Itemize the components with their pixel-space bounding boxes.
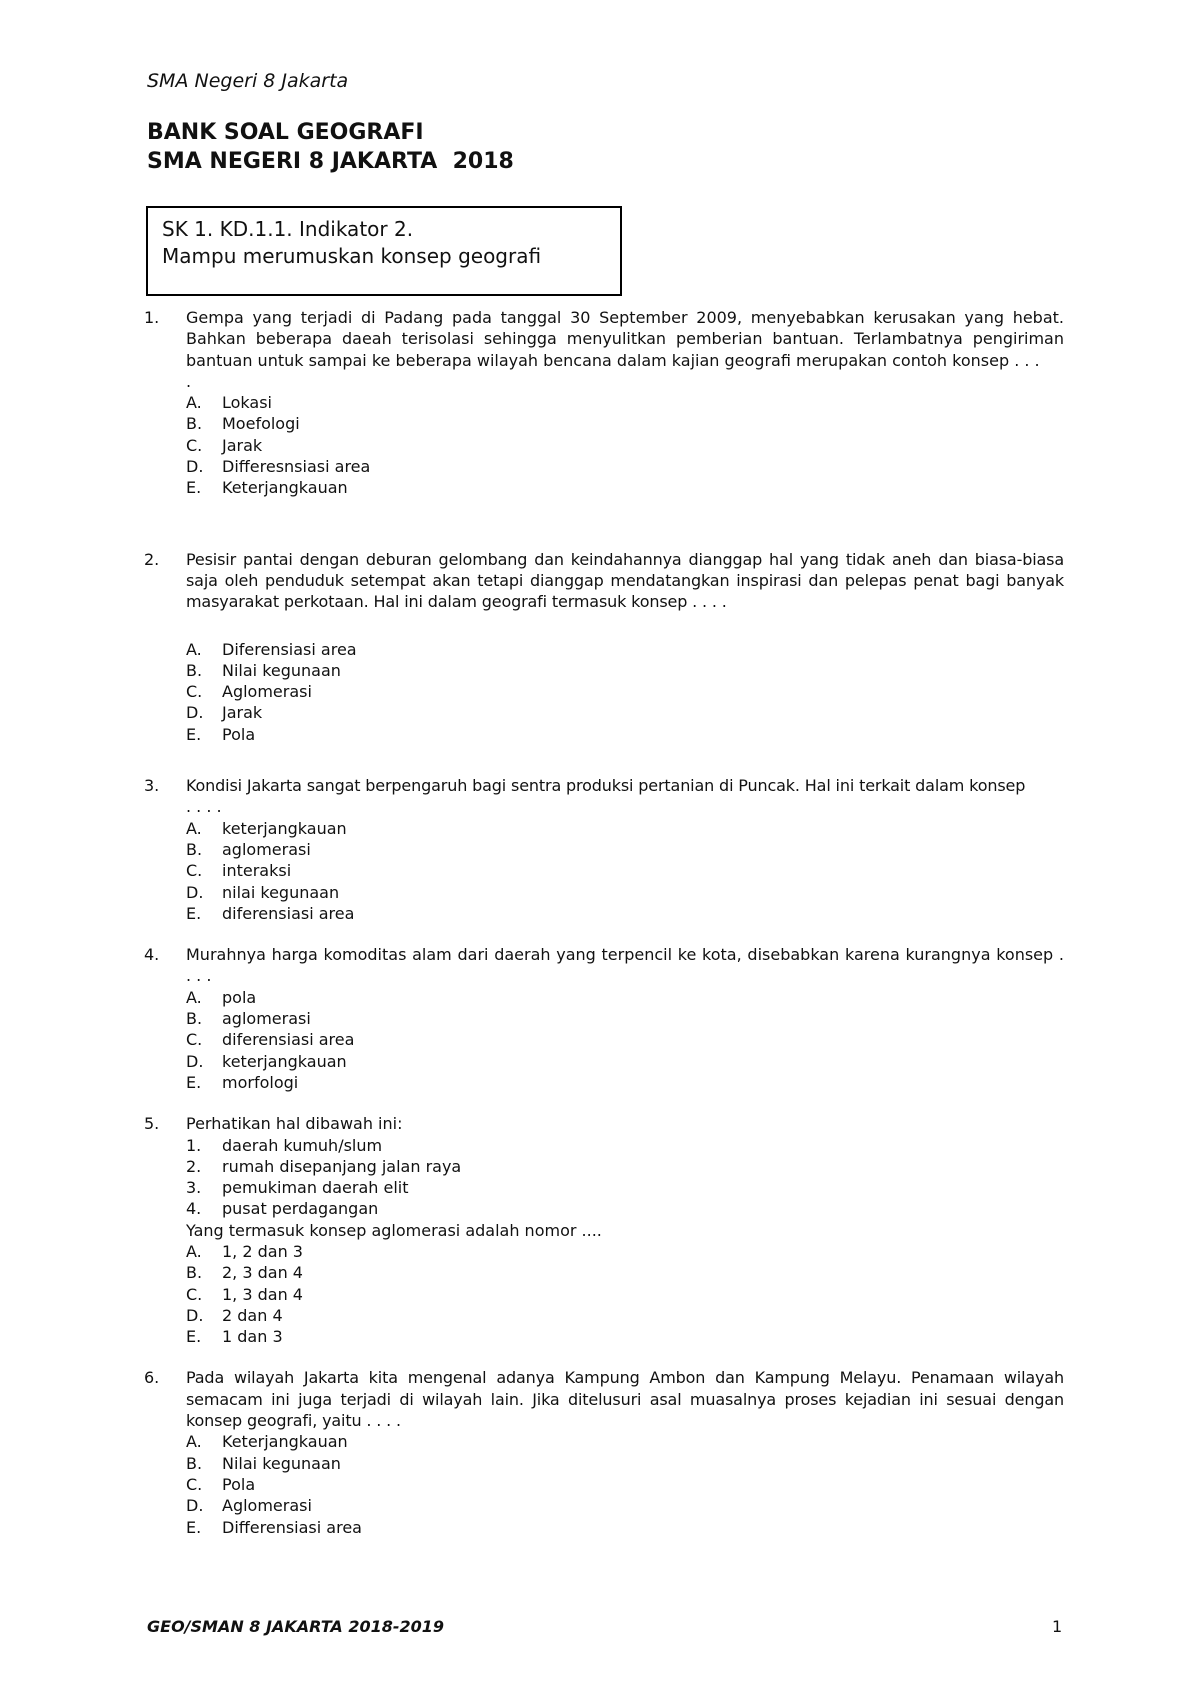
running-footer: GEO/SMAN 8 JAKARTA 2018-2019 [147,1617,445,1636]
question-text-continuation: . . . . [186,797,222,817]
option-a [186,1431,1064,1452]
option-label: C. [186,1284,203,1304]
competency-box [146,206,622,296]
option-label: B. [186,414,203,434]
option-text: Nilai kegunaan [222,660,341,680]
question-list [144,307,1064,1538]
competency-code: SK 1. KD.1.1. Indikator 2. [162,217,414,241]
option-text: nilai kegunaan [222,882,340,902]
statement-2 [186,1156,1064,1177]
option-c [186,1029,1064,1050]
statement-text: daerah kumuh/slum [222,1135,383,1155]
statement-1 [186,1135,1064,1156]
option-text: keterjangkauan [222,1051,347,1071]
option-a [186,639,1064,660]
option-label: D. [186,1305,204,1325]
option-label: D. [186,1496,204,1516]
option-b [186,839,1064,860]
option-label: C. [186,1030,203,1050]
option-label: B. [186,1009,203,1029]
option-text: 2, 3 dan 4 [222,1263,303,1283]
statement-3 [186,1177,1064,1198]
question-3 [144,775,1064,924]
question-number: 6. [144,1368,160,1388]
option-e [186,724,1064,745]
option-text: diferensiasi area [222,1030,355,1050]
question-text: Perhatikan hal dibawah ini: [186,1114,403,1134]
title-line-2: SMA NEGERI 8 JAKARTA 2018 [147,149,514,174]
question-5 [144,1113,1064,1347]
option-a [186,1241,1064,1262]
question-4 [144,944,1064,1093]
option-b [186,1008,1064,1029]
option-label: D. [186,703,204,723]
statement-label: 3. [186,1178,202,1198]
option-text: 2 dan 4 [222,1305,283,1325]
option-b [186,1262,1064,1283]
option-c [186,860,1064,881]
option-d [186,1305,1064,1326]
option-text: Keterjangkauan [222,1432,348,1452]
option-label: A. [186,393,202,413]
question-stem: Yang termasuk konsep aglomerasi adalah nomor .... [186,1220,602,1240]
option-text: Diferensiasi area [222,639,357,659]
option-e [186,1517,1064,1538]
option-e [186,1326,1064,1347]
option-e [186,477,1064,498]
statement-4 [186,1198,1064,1219]
option-label: B. [186,1263,203,1283]
statement-text: pusat perdagangan [222,1199,379,1219]
option-label: C. [186,1474,203,1494]
question-6 [144,1367,1064,1537]
option-text: morfologi [222,1072,299,1092]
option-label: A. [186,987,202,1007]
question-text: Pesisir pantai dengan deburan gelombang dan keindahannya dianggap hal yang tidak aneh dan biasa-biasa saja oleh penduduk setempat akan tetapi dianggap mendatangkan inspirasi dan pelepas penat bagi banyak masyarakat perkotaan. Hal ini dalam geografi termasuk konsep . . . . [186,549,1064,612]
option-a [186,987,1064,1008]
option-text: aglomerasi [222,839,311,859]
option-text: Jarak [222,435,263,455]
option-e [186,1072,1064,1093]
option-label: E. [186,1072,202,1092]
option-text: 1 dan 3 [222,1327,283,1347]
option-label: D. [186,1051,204,1071]
option-label: A. [186,1432,202,1452]
option-text: Aglomerasi [222,682,312,702]
question-number: 2. [144,549,160,569]
option-b [186,660,1064,681]
option-text: aglomerasi [222,1009,311,1029]
statement-label: 1. [186,1135,202,1155]
option-text: Lokasi [222,393,272,413]
option-text: 1, 2 dan 3 [222,1241,303,1261]
option-label: A. [186,818,202,838]
option-text: Keterjangkauan [222,478,348,498]
option-d [186,1051,1064,1072]
statement-label: 2. [186,1156,202,1176]
question-text: Gempa yang terjadi di Padang pada tanggal 30 September 2009, menyebabkan kerusakan yang hebat. Bahkan beberapa daeah terisolasi sehingga menyulitkan pemberian bantuan. Terlambatnya pengiriman bantuan untuk sampai ke beberapa wilayah bencana dalam kajian geografi merupakan contoh konsep . . . [186,308,1064,370]
question-text: Murahnya harga komoditas alam dari daerah yang terpencil ke kota, disebabkan karena kurangnya konsep . . . . [186,945,1064,986]
option-label: D. [186,457,204,477]
option-text: diferensiasi area [222,903,355,923]
option-a [186,392,1064,413]
option-text: Differesnsiasi area [222,457,371,477]
option-label: E. [186,903,202,923]
page-number: 1 [1052,1617,1063,1636]
option-text: pola [222,987,257,1007]
option-e [186,903,1064,924]
question-text: Pada wilayah Jakarta kita mengenal adanya Kampung Ambon dan Kampung Melayu. Penamaan wilayah semacam ini juga terjadi di wilayah lain. Jika ditelusuri asal muasalnya proses kejadian ini sesuai dengan konsep geografi, yaitu . . . . [186,1368,1064,1431]
option-c [186,1284,1064,1305]
option-d [186,1495,1064,1516]
option-label: B. [186,839,203,859]
option-label: E. [186,478,202,498]
option-label: A. [186,639,202,659]
option-d [186,882,1064,903]
question-number: 4. [144,945,160,965]
option-b [186,1453,1064,1474]
option-text: Aglomerasi [222,1496,312,1516]
option-c [186,435,1064,456]
statement-text: rumah disepanjang jalan raya [222,1156,462,1176]
option-label: B. [186,1453,203,1473]
option-label: E. [186,1327,202,1347]
option-text: keterjangkauan [222,818,347,838]
option-text: 1, 3 dan 4 [222,1284,303,1304]
option-text: Nilai kegunaan [222,1453,341,1473]
question-number: 5. [144,1114,160,1134]
question-number: 1. [144,308,160,327]
option-a [186,818,1064,839]
question-text: Kondisi Jakarta sangat berpengaruh bagi sentra produksi pertanian di Puncak. Hal ini terkait dalam konsep [186,776,1026,796]
option-label: A. [186,1241,202,1261]
option-text: Differensiasi area [222,1517,362,1537]
option-d [186,456,1064,477]
option-c [186,681,1064,702]
option-text: Pola [222,1474,256,1494]
competency-indicator: Mampu merumuskan konsep geografi [162,244,542,268]
option-label: E. [186,1517,202,1537]
running-header: SMA Negeri 8 Jakarta [147,70,349,92]
option-label: E. [186,724,202,744]
option-label: C. [186,861,203,881]
option-d [186,702,1064,723]
spacer [186,613,1064,639]
document-title [147,118,514,176]
option-text: interaksi [222,861,292,881]
option-text: Moefologi [222,414,300,434]
option-label: C. [186,435,203,455]
question-2 [144,549,1064,745]
option-b [186,413,1064,434]
option-label: B. [186,660,203,680]
option-label: D. [186,882,204,902]
option-label: C. [186,682,203,702]
option-text: Pola [222,724,256,744]
option-text: Jarak [222,703,263,723]
option-c [186,1474,1064,1495]
question-1 [144,307,1064,499]
statement-text: pemukiman daerah elit [222,1178,409,1198]
statement-label: 4. [186,1199,202,1219]
question-number: 3. [144,776,160,796]
title-line-1: BANK SOAL GEOGRAFI [147,120,424,145]
question-text-continuation: . [186,371,192,391]
